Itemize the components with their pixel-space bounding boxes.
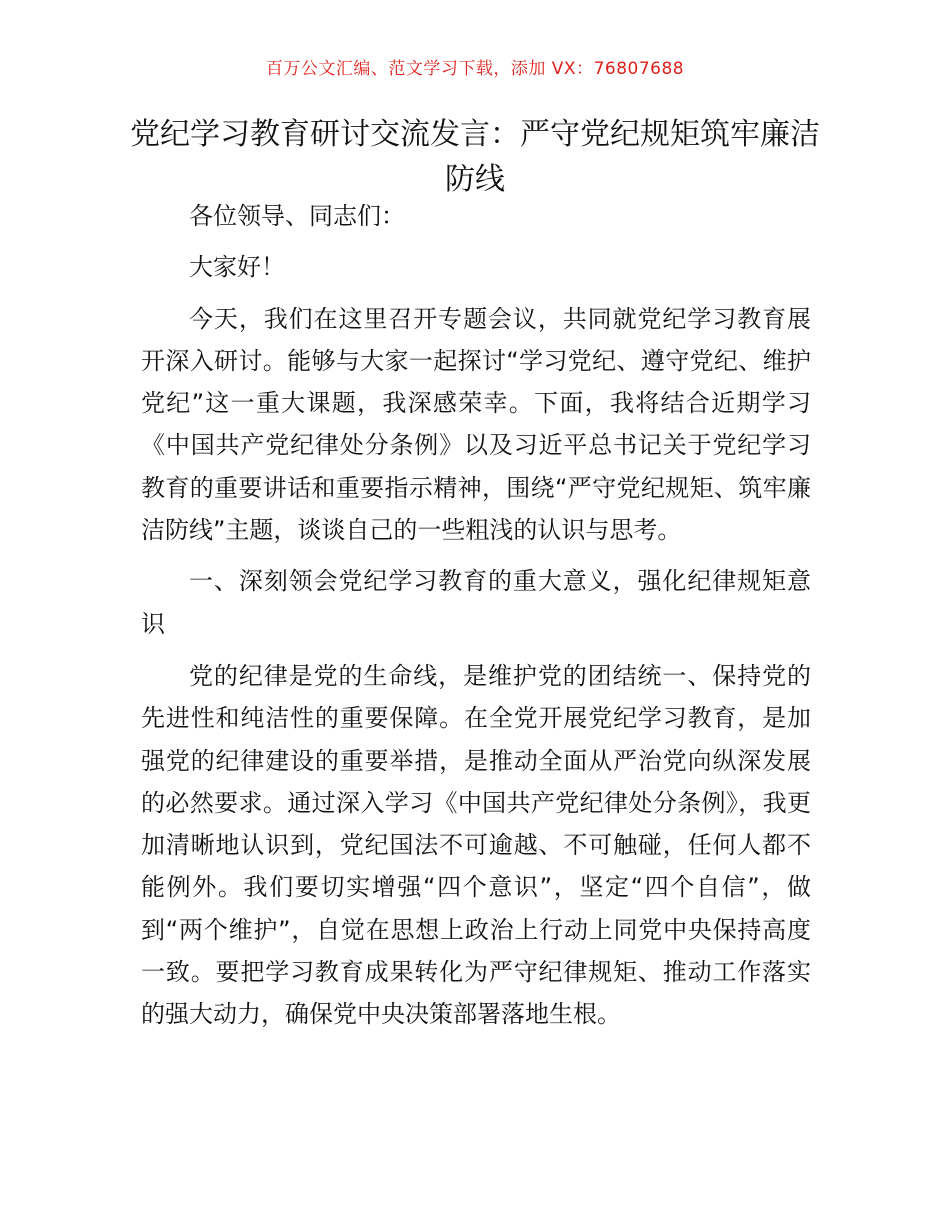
document-title: 党纪学习教育研讨交流发言：严守党纪规矩筑牢廉洁防线	[130, 117, 820, 197]
section-heading: 一、深刻领会党纪学习教育的重大意义，强化纪律规矩意识	[141, 567, 811, 638]
download-notice: 百万公文汇编、范文学习下载，添加 VX：76807688	[265, 59, 685, 79]
intro-paragraph: 今天，我们在这里召开专题会议，共同就党纪学习教育展开深入研讨。能够与大家一起探讨“学习党纪、遵守党纪、维护党纪”这一重大课题，我深感荣幸。下面，我将结合近期学习《中国共产党纪律处分条例》以及习近平总书记关于党纪学习教育的重要讲话和重要指示精神，围绕“严守党纪规矩、筑牢廉洁防线”主题，谈谈自己的一些粗浅的认识与思考。	[141, 304, 811, 545]
salutation: 大家好！	[189, 253, 285, 282]
section-paragraph: 党的纪律是党的生命线，是维护党的团结统一、保持党的先进性和纯洁性的重要保障。在全党开展党纪学习教育，是加强党的纪律建设的重要举措，是推动全面从严治党向纵深发展的必然要求。通过深入学习《中国共产党纪律处分条例》，我更加清晰地认识到，党纪国法不可逾越、不可触碰，任何人都不能例外。我们要切实增强“四个意识”，坚定“四个自信”，做到“两个维护”，自觉在思想上政治上行动上同党中央保持高度一致。要把学习教育成果转化为严守纪律规矩、推动工作落实的强大动力，确保党中央决策部署落地生根。	[141, 661, 811, 1029]
document-body	[141, 195, 811, 1036]
greeting: 各位领导、同志们：	[189, 202, 405, 230]
